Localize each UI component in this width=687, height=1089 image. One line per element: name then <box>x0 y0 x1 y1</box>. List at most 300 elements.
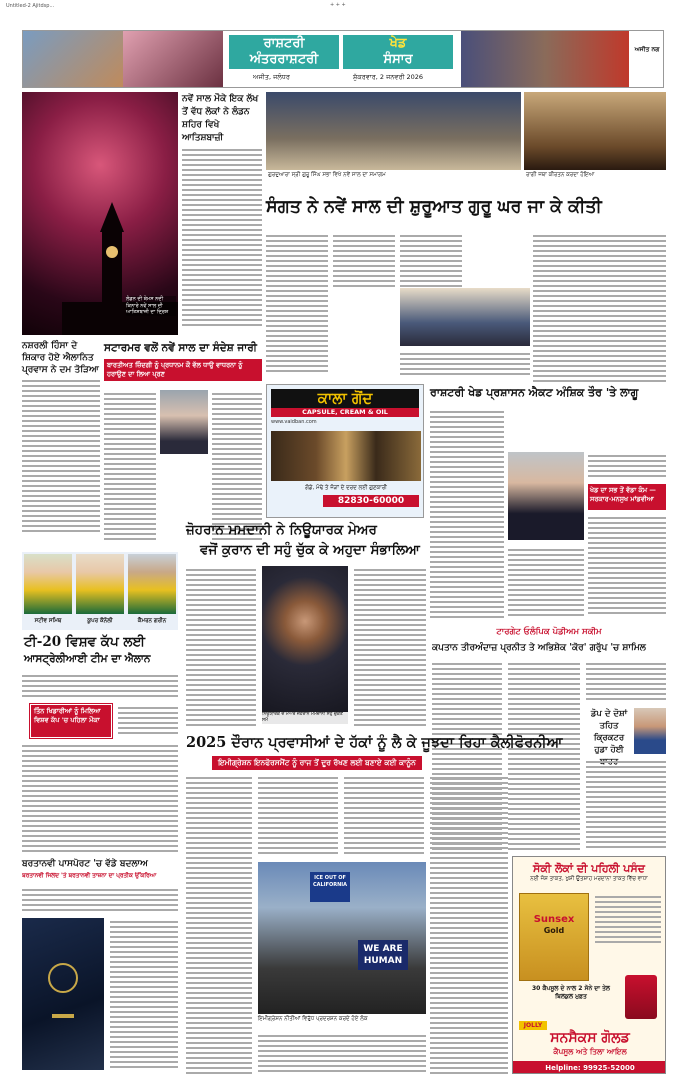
body-line <box>258 787 338 789</box>
body-line <box>186 992 252 994</box>
body-line <box>22 889 178 891</box>
body-line <box>212 463 262 465</box>
body-line <box>588 567 666 569</box>
body-line <box>430 967 508 969</box>
body-line <box>182 269 262 271</box>
body-line <box>186 832 252 834</box>
body-line <box>400 250 462 252</box>
body-line <box>104 458 156 460</box>
body-line <box>182 314 262 316</box>
body-line <box>586 776 666 778</box>
body-line <box>430 837 508 839</box>
body-line <box>212 418 262 420</box>
body-line <box>104 498 156 500</box>
body-line <box>508 758 580 760</box>
body-line <box>186 659 256 661</box>
body-line <box>182 304 262 306</box>
body-line <box>508 803 580 805</box>
body-line <box>586 836 666 838</box>
body-line <box>533 270 666 272</box>
body-line <box>588 460 666 462</box>
body-line <box>104 493 156 495</box>
body-line <box>430 827 508 829</box>
body-line <box>508 569 584 571</box>
body-line <box>22 820 178 822</box>
body-line <box>354 724 426 726</box>
body-line <box>266 340 328 342</box>
body-line <box>186 669 256 671</box>
body-line <box>266 290 328 292</box>
masthead-left-line1: ਰਾਸ਼ਟਰੀ <box>263 36 305 51</box>
body-line <box>344 807 424 809</box>
body-line <box>212 478 262 480</box>
body-line <box>186 842 252 844</box>
body-line <box>354 694 426 696</box>
body-line <box>110 991 178 993</box>
body-line <box>432 678 502 680</box>
body-line <box>258 1070 426 1072</box>
body-line <box>430 501 504 503</box>
body-line <box>182 249 262 251</box>
body-line <box>212 498 262 500</box>
body-line <box>588 465 666 467</box>
registration-marks: + + + <box>330 2 346 8</box>
body-line <box>212 503 262 505</box>
body-line <box>186 604 256 606</box>
body-line <box>354 654 426 656</box>
body-line <box>430 972 508 974</box>
body-line <box>354 644 426 646</box>
masthead-edition: ਅਜੀਤ, ਜਲੰਧਰ <box>253 73 290 81</box>
body-line <box>212 433 262 435</box>
body-line <box>586 766 666 768</box>
body-line <box>430 957 508 959</box>
body-line <box>400 363 530 365</box>
body-line <box>186 674 256 676</box>
body-line <box>508 614 584 616</box>
body-line <box>186 609 256 611</box>
body-line <box>104 443 156 445</box>
body-line <box>186 962 252 964</box>
body-line <box>430 777 508 779</box>
body-line <box>186 907 252 909</box>
body-line <box>22 685 178 687</box>
body-line <box>430 1002 508 1004</box>
body-line <box>22 420 100 422</box>
body-line <box>430 1027 508 1029</box>
body-line <box>266 325 328 327</box>
body-line <box>104 533 156 535</box>
body-line <box>22 825 178 827</box>
body-line <box>508 579 584 581</box>
body-line <box>508 728 580 730</box>
body-line <box>430 822 508 824</box>
body-line <box>118 727 178 729</box>
body-line <box>110 1041 178 1043</box>
body-line <box>533 375 666 377</box>
body-line <box>118 712 178 714</box>
body-line <box>430 1062 508 1064</box>
body-line <box>110 926 178 928</box>
body-line <box>588 470 666 472</box>
body-line <box>508 574 584 576</box>
gurdwara-photo-inset <box>400 288 530 346</box>
body-line <box>430 531 504 533</box>
body-line <box>186 574 256 576</box>
body-line <box>344 852 424 854</box>
body-line <box>182 264 262 266</box>
body-line <box>344 822 424 824</box>
body-line <box>182 324 262 326</box>
body-line <box>430 616 504 618</box>
sunsex-product-line2: Gold <box>543 926 565 935</box>
body-line <box>430 812 508 814</box>
body-line <box>186 1002 252 1004</box>
california-body-col4 <box>430 774 508 1074</box>
body-line <box>104 418 156 420</box>
body-line <box>586 806 666 808</box>
body-line <box>430 937 508 939</box>
body-line <box>400 275 462 277</box>
sunsex-helpline: Helpline: 99925-52000 <box>513 1061 666 1074</box>
body-line <box>432 713 502 715</box>
body-line <box>333 240 395 242</box>
kala-gond-title: ਕਾਲਾ ਗੋਂਦ <box>271 389 419 408</box>
sports-act-headline: ਰਾਸ਼ਟਰੀ ਖੇਡ ਪ੍ਰਸ਼ਾਸਨ ਐਕਟ ਅੰਸ਼ਿਕ ਤੌਰ 'ਤੇ ਲਾਗੂ <box>430 386 639 399</box>
body-line <box>22 525 100 527</box>
body-line <box>432 673 502 675</box>
body-line <box>354 569 426 571</box>
body-line <box>186 664 256 666</box>
body-line <box>354 604 426 606</box>
body-line <box>595 931 661 933</box>
body-line <box>266 300 328 302</box>
body-line <box>508 564 584 566</box>
body-line <box>430 832 508 834</box>
body-line <box>22 505 100 507</box>
body-line <box>212 403 262 405</box>
body-line <box>430 907 508 909</box>
body-line <box>104 423 156 425</box>
player-name-connolly: ਕੂਪਰ ਕੌਨੋਲੀ <box>87 618 113 624</box>
body-line <box>533 325 666 327</box>
passport-subhead: ਬਰਤਾਨਵੀ ਜਿਲਦ 'ਤੇ ਬਰਤਾਨਵੀ ਤਾਜ਼ਨਾ ਦਾ ਪ੍ਰਤੀਕ ਉੱਕਰਿਆ <box>22 873 157 879</box>
body-line <box>430 1017 508 1019</box>
body-line <box>400 240 462 242</box>
body-line <box>182 234 262 236</box>
body-line <box>186 902 252 904</box>
body-line <box>588 532 666 534</box>
body-line <box>588 527 666 529</box>
body-line <box>186 897 252 899</box>
body-line <box>22 445 100 447</box>
sports-act-body-col2 <box>508 546 584 618</box>
body-line <box>354 704 426 706</box>
body-line <box>430 516 504 518</box>
fireworks-headline: ਨਵੇਂ ਸਾਲ ਮੌਕੇ ਇਕ ਲੱਖ ਤੋਂ ਵੱਧ ਲੋਕਾਂ ਨੇ ਲੰਡਨ ਸ਼ਹਿਰ ਵਿਖੇ ਆਤਿਸ਼ਬਾਜ਼ੀ <box>182 94 259 143</box>
body-line <box>432 698 502 700</box>
body-line <box>430 601 504 603</box>
we-are-human-sign: WE ARE HUMAN <box>358 940 408 970</box>
starmer-headline: ਸਟਾਰਮਰ ਵਲੋਂ ਨਵੇਂ ਸਾਲ ਦਾ ਸੰਦੇਸ਼ ਜਾਰੀ <box>104 342 257 354</box>
body-line <box>430 892 508 894</box>
body-line <box>266 235 328 237</box>
body-line <box>344 832 424 834</box>
body-line <box>186 987 252 989</box>
body-line <box>430 807 508 809</box>
body-line <box>588 522 666 524</box>
body-line <box>186 1037 252 1039</box>
body-line <box>186 792 252 794</box>
body-line <box>430 596 504 598</box>
body-line <box>182 224 262 226</box>
body-line <box>430 902 508 904</box>
body-line <box>104 503 156 505</box>
body-line <box>212 473 262 475</box>
body-line <box>430 1032 508 1034</box>
body-line <box>182 319 262 321</box>
body-line <box>22 680 178 682</box>
gurdwara-photo-right <box>524 92 666 170</box>
body-line <box>266 310 328 312</box>
body-line <box>586 841 666 843</box>
body-line <box>430 887 508 889</box>
body-line <box>430 551 504 553</box>
body-line <box>586 846 666 848</box>
body-line <box>508 693 580 695</box>
body-line <box>400 265 462 267</box>
body-line <box>586 816 666 818</box>
body-line <box>508 833 580 835</box>
body-line <box>182 174 262 176</box>
body-line <box>430 922 508 924</box>
body-line <box>182 254 262 256</box>
body-line <box>533 250 666 252</box>
kala-gond-products <box>271 431 421 481</box>
body-line <box>344 782 424 784</box>
body-line <box>266 370 328 372</box>
body-line <box>430 797 508 799</box>
kala-gond-ad <box>266 384 424 518</box>
body-line <box>430 942 508 944</box>
starmer-story <box>104 342 262 542</box>
body-line <box>432 763 502 765</box>
body-line <box>266 315 328 317</box>
body-line <box>266 250 328 252</box>
body-line <box>110 961 178 963</box>
body-line <box>212 428 262 430</box>
body-line <box>533 310 666 312</box>
body-line <box>186 719 256 721</box>
body-line <box>186 684 256 686</box>
body-line <box>586 678 666 680</box>
body-line <box>430 591 504 593</box>
body-line <box>22 780 178 782</box>
body-line <box>22 415 100 417</box>
body-line <box>258 852 338 854</box>
body-line <box>533 265 666 267</box>
body-line <box>186 942 252 944</box>
body-line <box>186 679 256 681</box>
body-line <box>258 782 338 784</box>
body-line <box>588 592 666 594</box>
body-line <box>354 649 426 651</box>
body-line <box>212 458 262 460</box>
body-line <box>508 599 584 601</box>
body-line <box>212 393 262 395</box>
body-line <box>430 476 504 478</box>
sunsex-tagline: ਨਈ ਜੋਸ਼ ਤਾਕਤ, ਖੁਸ਼ੀ ਉਤਸ਼ਾਹ ਮਰਦਾਨਾ ਤਾਕਤ ਵਿੱਚ ਵਾਧਾ <box>530 876 648 882</box>
body-line <box>186 847 252 849</box>
body-line <box>588 607 666 609</box>
body-line <box>110 986 178 988</box>
body-line <box>533 360 666 362</box>
body-line <box>508 683 580 685</box>
body-line <box>110 1021 178 1023</box>
body-line <box>104 508 156 510</box>
body-line <box>430 897 508 899</box>
body-line <box>186 689 256 691</box>
body-line <box>186 922 252 924</box>
body-line <box>110 1066 178 1068</box>
body-line <box>508 773 580 775</box>
body-line <box>182 184 262 186</box>
body-line <box>22 385 100 387</box>
body-line <box>430 792 508 794</box>
body-line <box>186 709 256 711</box>
sunsex-brand: ਸਨਸੈਕਸ ਗੋਲਡ <box>550 1030 630 1046</box>
body-line <box>110 946 178 948</box>
body-line <box>212 408 262 410</box>
body-line <box>104 393 156 395</box>
body-line <box>508 673 580 675</box>
body-line <box>430 802 508 804</box>
body-line <box>430 456 504 458</box>
body-line <box>118 717 178 719</box>
body-line <box>508 768 580 770</box>
body-line <box>586 771 666 773</box>
body-line <box>104 528 156 530</box>
body-line <box>508 808 580 810</box>
body-line <box>266 365 328 367</box>
body-line <box>354 639 426 641</box>
body-line <box>344 847 424 849</box>
body-line <box>110 1061 178 1063</box>
body-line <box>508 549 584 551</box>
body-line <box>104 398 156 400</box>
body-line <box>186 837 252 839</box>
body-line <box>110 966 178 968</box>
body-line <box>104 473 156 475</box>
body-line <box>533 370 666 372</box>
body-line <box>110 941 178 943</box>
body-line <box>508 838 580 840</box>
body-line <box>333 275 395 277</box>
body-line <box>186 877 252 879</box>
sangat-body-col-below <box>400 350 530 380</box>
body-line <box>508 843 580 845</box>
body-line <box>533 240 666 242</box>
masthead-photo-left <box>23 31 123 88</box>
body-line <box>586 668 666 670</box>
body-line <box>22 530 100 532</box>
body-line <box>586 826 666 828</box>
masthead-left-line2: ਅੰਤਰਰਾਸ਼ਟਰੀ <box>249 52 319 67</box>
body-line <box>354 589 426 591</box>
sports-act-body-col3b <box>588 514 666 618</box>
body-line <box>586 811 666 813</box>
sunsex-brand-small: JOLLY <box>519 1021 547 1030</box>
body-line <box>430 496 504 498</box>
body-line <box>354 584 426 586</box>
body-line <box>110 1006 178 1008</box>
masthead <box>22 30 664 88</box>
body-line <box>533 330 666 332</box>
body-line <box>588 517 666 519</box>
body-line <box>186 644 256 646</box>
body-line <box>118 722 178 724</box>
body-line <box>354 719 426 721</box>
body-line <box>508 828 580 830</box>
body-line <box>104 403 156 405</box>
body-line <box>182 199 262 201</box>
body-line <box>186 827 252 829</box>
body-line <box>430 611 504 613</box>
body-line <box>400 245 462 247</box>
body-line <box>508 813 580 815</box>
body-line <box>186 634 256 636</box>
body-line <box>400 358 530 360</box>
body-line <box>586 796 666 798</box>
body-line <box>432 768 502 770</box>
body-line <box>186 1032 252 1034</box>
olympic-body-col2 <box>508 660 580 850</box>
body-line <box>266 320 328 322</box>
body-line <box>430 927 508 929</box>
body-line <box>22 380 100 382</box>
body-line <box>186 1027 252 1029</box>
body-line <box>186 1047 252 1049</box>
body-line <box>533 280 666 282</box>
body-line <box>258 1060 426 1062</box>
body-line <box>333 270 395 272</box>
masthead-right-line1: ਖੇਡ <box>389 36 407 51</box>
body-line <box>430 872 508 874</box>
body-line <box>432 663 502 665</box>
body-line <box>104 408 156 410</box>
body-line <box>186 882 252 884</box>
masthead-section-right <box>343 35 453 69</box>
body-line <box>430 992 508 994</box>
player-name-smith: ਸਟੀਵ ਸਮਿਥ <box>34 618 62 624</box>
sangat-body-col3 <box>400 232 462 290</box>
body-line <box>212 413 262 415</box>
body-line <box>430 586 504 588</box>
body-line <box>430 912 508 914</box>
body-line <box>212 488 262 490</box>
masthead-section-left <box>229 35 339 69</box>
body-line <box>533 340 666 342</box>
body-line <box>104 428 156 430</box>
olympic-kicker: ਟਾਰਗੇਟ ਓਲੰਪਿਕ ਪੋਡੀਅਮ ਸਕੀਮ <box>496 627 602 637</box>
california-caption: ਇਮੀਗ੍ਰੇਸ਼ਨ ਨੀਤੀਆਂ ਵਿਰੁੱਧ ਪ੍ਰਦਰਸ਼ਨ ਕਰਦੇ ਹੋਏ ਲੋਕ <box>258 1016 368 1022</box>
body-line <box>344 842 424 844</box>
body-line <box>400 235 462 237</box>
body-line <box>22 800 178 802</box>
body-line <box>430 466 504 468</box>
cricket-photos <box>22 552 178 630</box>
body-line <box>432 758 502 760</box>
